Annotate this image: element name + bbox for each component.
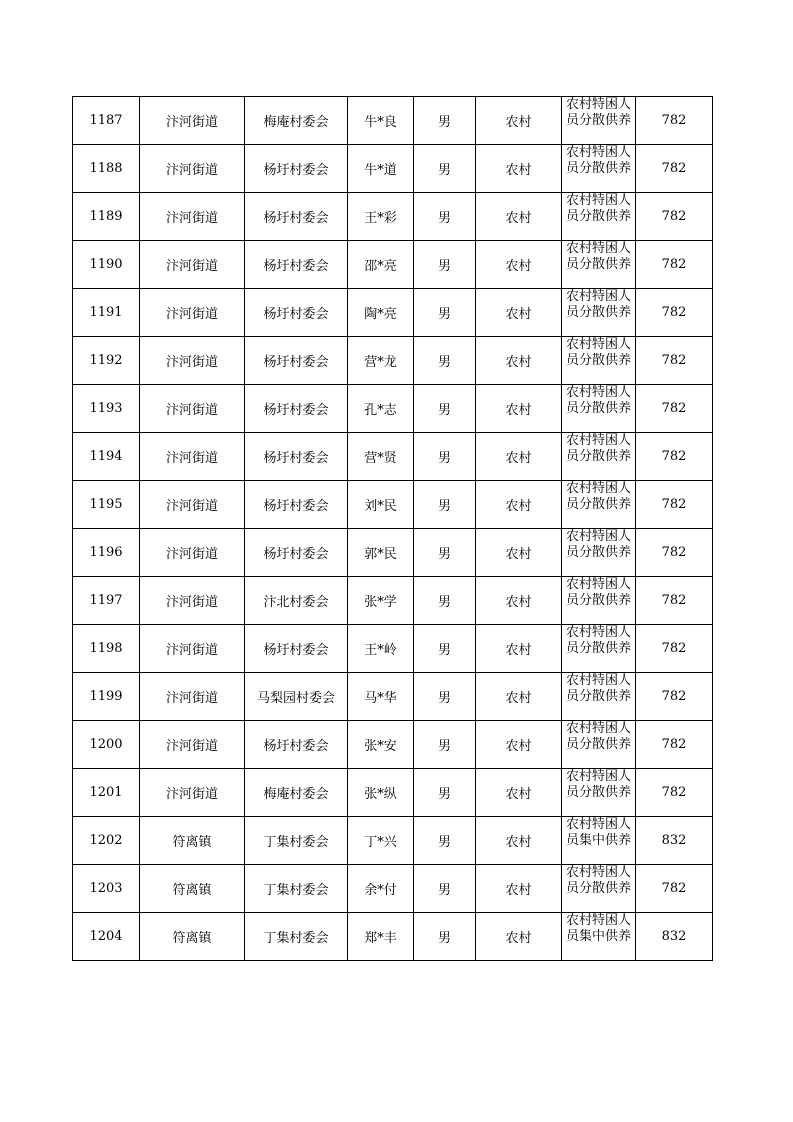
serial-number-cell: 1197: [73, 577, 140, 625]
person-name-cell: 张*安: [348, 721, 414, 769]
table-row: [73, 577, 713, 625]
support-type-text: 农村特困人员分散供养: [565, 529, 631, 560]
serial-number-cell: 1202: [73, 817, 140, 865]
area-type-cell: 农村: [476, 481, 562, 529]
area-type-cell: 农村: [476, 865, 562, 913]
table-row: [73, 145, 713, 193]
street-cell: 汴河街道: [140, 385, 245, 433]
street-cell: 汴河街道: [140, 625, 245, 673]
street-cell: 汴河街道: [140, 97, 245, 145]
amount-cell: 782: [636, 241, 713, 289]
support-type-cell: [562, 193, 636, 241]
person-name-cell: 王*彩: [348, 193, 414, 241]
support-type-cell: [562, 529, 636, 577]
person-name-cell: 营*龙: [348, 337, 414, 385]
village-committee-cell: 马梨园村委会: [245, 673, 348, 721]
area-type-cell: 农村: [476, 577, 562, 625]
sex-cell: 男: [414, 769, 476, 817]
person-name-cell: 郭*民: [348, 529, 414, 577]
support-type-cell: [562, 721, 636, 769]
support-type-text: 农村特困人员分散供养: [565, 385, 631, 416]
serial-number-cell: 1196: [73, 529, 140, 577]
support-type-cell: [562, 337, 636, 385]
amount-cell: 782: [636, 97, 713, 145]
village-committee-cell: 杨圩村委会: [245, 385, 348, 433]
support-type-text: 农村特困人员分散供养: [565, 289, 631, 320]
street-cell: 汴河街道: [140, 481, 245, 529]
serial-number-cell: 1192: [73, 337, 140, 385]
amount-cell: 832: [636, 817, 713, 865]
sex-cell: 男: [414, 913, 476, 961]
amount-cell: 782: [636, 433, 713, 481]
sex-cell: 男: [414, 433, 476, 481]
sex-cell: 男: [414, 625, 476, 673]
village-committee-cell: 梅庵村委会: [245, 769, 348, 817]
sex-cell: 男: [414, 481, 476, 529]
serial-number-cell: 1204: [73, 913, 140, 961]
support-type-cell: [562, 385, 636, 433]
support-type-cell: [562, 913, 636, 961]
serial-number-cell: 1188: [73, 145, 140, 193]
area-type-cell: 农村: [476, 769, 562, 817]
support-type-cell: [562, 673, 636, 721]
village-committee-cell: 丁集村委会: [245, 913, 348, 961]
sex-cell: 男: [414, 193, 476, 241]
person-name-cell: 牛*良: [348, 97, 414, 145]
sex-cell: 男: [414, 673, 476, 721]
amount-cell: 782: [636, 145, 713, 193]
sex-cell: 男: [414, 241, 476, 289]
amount-cell: 782: [636, 529, 713, 577]
village-committee-cell: 杨圩村委会: [245, 529, 348, 577]
amount-cell: 782: [636, 865, 713, 913]
table-row: [73, 241, 713, 289]
person-name-cell: 陶*亮: [348, 289, 414, 337]
amount-cell: 782: [636, 337, 713, 385]
table-row: [73, 673, 713, 721]
street-cell: 符离镇: [140, 913, 245, 961]
street-cell: 汴河街道: [140, 193, 245, 241]
area-type-cell: 农村: [476, 433, 562, 481]
amount-cell: 782: [636, 289, 713, 337]
street-cell: 汴河街道: [140, 769, 245, 817]
area-type-cell: 农村: [476, 529, 562, 577]
street-cell: 汴河街道: [140, 673, 245, 721]
support-type-text: 农村特困人员分散供养: [565, 865, 631, 896]
serial-number-cell: 1195: [73, 481, 140, 529]
serial-number-cell: 1198: [73, 625, 140, 673]
table-row: [73, 289, 713, 337]
serial-number-cell: 1193: [73, 385, 140, 433]
serial-number-cell: 1189: [73, 193, 140, 241]
street-cell: 汴河街道: [140, 145, 245, 193]
street-cell: 汴河街道: [140, 529, 245, 577]
person-name-cell: 牛*道: [348, 145, 414, 193]
support-type-text: 农村特困人员分散供养: [565, 241, 631, 272]
area-type-cell: 农村: [476, 241, 562, 289]
village-committee-cell: 杨圩村委会: [245, 241, 348, 289]
area-type-cell: 农村: [476, 673, 562, 721]
area-type-cell: 农村: [476, 817, 562, 865]
person-name-cell: 刘*民: [348, 481, 414, 529]
street-cell: 符离镇: [140, 865, 245, 913]
street-cell: 汴河街道: [140, 721, 245, 769]
person-name-cell: 郑*丰: [348, 913, 414, 961]
support-type-cell: [562, 145, 636, 193]
table-row: [73, 865, 713, 913]
area-type-cell: 农村: [476, 97, 562, 145]
village-committee-cell: 杨圩村委会: [245, 193, 348, 241]
area-type-cell: 农村: [476, 337, 562, 385]
sex-cell: 男: [414, 289, 476, 337]
support-type-cell: [562, 625, 636, 673]
support-type-cell: [562, 865, 636, 913]
amount-cell: 782: [636, 673, 713, 721]
table-body: [73, 97, 713, 961]
street-cell: 汴河街道: [140, 289, 245, 337]
support-type-cell: [562, 481, 636, 529]
street-cell: 汴河街道: [140, 241, 245, 289]
area-type-cell: 农村: [476, 193, 562, 241]
serial-number-cell: 1203: [73, 865, 140, 913]
village-committee-cell: 梅庵村委会: [245, 97, 348, 145]
person-name-cell: 邵*亮: [348, 241, 414, 289]
amount-cell: 782: [636, 625, 713, 673]
person-name-cell: 张*纵: [348, 769, 414, 817]
street-cell: 符离镇: [140, 817, 245, 865]
serial-number-cell: 1191: [73, 289, 140, 337]
serial-number-cell: 1200: [73, 721, 140, 769]
table-row: [73, 769, 713, 817]
village-committee-cell: 丁集村委会: [245, 865, 348, 913]
serial-number-cell: 1201: [73, 769, 140, 817]
village-committee-cell: 杨圩村委会: [245, 721, 348, 769]
support-type-text: 农村特困人员分散供养: [565, 769, 631, 800]
support-type-cell: [562, 577, 636, 625]
amount-cell: 782: [636, 385, 713, 433]
table-row: [73, 433, 713, 481]
amount-cell: 782: [636, 193, 713, 241]
support-type-cell: [562, 289, 636, 337]
person-name-cell: 孔*志: [348, 385, 414, 433]
sex-cell: 男: [414, 385, 476, 433]
serial-number-cell: 1190: [73, 241, 140, 289]
amount-cell: 832: [636, 913, 713, 961]
person-name-cell: 余*付: [348, 865, 414, 913]
area-type-cell: 农村: [476, 289, 562, 337]
village-committee-cell: 杨圩村委会: [245, 625, 348, 673]
village-committee-cell: 杨圩村委会: [245, 481, 348, 529]
area-type-cell: 农村: [476, 385, 562, 433]
support-type-cell: [562, 97, 636, 145]
street-cell: 汴河街道: [140, 337, 245, 385]
sex-cell: 男: [414, 721, 476, 769]
person-name-cell: 马*华: [348, 673, 414, 721]
serial-number-cell: 1187: [73, 97, 140, 145]
table-row: [73, 529, 713, 577]
person-name-cell: 丁*兴: [348, 817, 414, 865]
sex-cell: 男: [414, 337, 476, 385]
village-committee-cell: 杨圩村委会: [245, 289, 348, 337]
table-row: [73, 721, 713, 769]
amount-cell: 782: [636, 481, 713, 529]
table-row: [73, 337, 713, 385]
support-type-text: 农村特困人员集中供养: [565, 913, 631, 944]
sex-cell: 男: [414, 145, 476, 193]
amount-cell: 782: [636, 721, 713, 769]
person-name-cell: 张*学: [348, 577, 414, 625]
table-row: [73, 97, 713, 145]
support-type-text: 农村特困人员分散供养: [565, 577, 631, 608]
village-committee-cell: 丁集村委会: [245, 817, 348, 865]
support-type-text: 农村特困人员分散供养: [565, 145, 631, 176]
table-row: [73, 481, 713, 529]
support-type-text: 农村特困人员分散供养: [565, 193, 631, 224]
sex-cell: 男: [414, 577, 476, 625]
support-type-text: 农村特困人员分散供养: [565, 97, 631, 128]
amount-cell: 782: [636, 769, 713, 817]
table-row: [73, 817, 713, 865]
support-type-text: 农村特困人员分散供养: [565, 433, 631, 464]
table-row: [73, 385, 713, 433]
area-type-cell: 农村: [476, 721, 562, 769]
table-row: [73, 625, 713, 673]
support-type-text: 农村特困人员分散供养: [565, 337, 631, 368]
village-committee-cell: 汴北村委会: [245, 577, 348, 625]
support-type-cell: [562, 433, 636, 481]
area-type-cell: 农村: [476, 145, 562, 193]
sex-cell: 男: [414, 817, 476, 865]
street-cell: 汴河街道: [140, 433, 245, 481]
village-committee-cell: 杨圩村委会: [245, 337, 348, 385]
support-type-cell: [562, 769, 636, 817]
village-committee-cell: 杨圩村委会: [245, 145, 348, 193]
sex-cell: 男: [414, 865, 476, 913]
person-name-cell: 王*岭: [348, 625, 414, 673]
sex-cell: 男: [414, 529, 476, 577]
street-cell: 汴河街道: [140, 577, 245, 625]
support-type-text: 农村特困人员分散供养: [565, 481, 631, 512]
area-type-cell: 农村: [476, 913, 562, 961]
serial-number-cell: 1199: [73, 673, 140, 721]
recipient-table: [72, 96, 713, 961]
sex-cell: 男: [414, 97, 476, 145]
village-committee-cell: 杨圩村委会: [245, 433, 348, 481]
serial-number-cell: 1194: [73, 433, 140, 481]
person-name-cell: 营*贤: [348, 433, 414, 481]
table-row: [73, 193, 713, 241]
support-type-cell: [562, 817, 636, 865]
amount-cell: 782: [636, 577, 713, 625]
support-type-text: 农村特困人员分散供养: [565, 625, 631, 656]
support-type-text: 农村特困人员集中供养: [565, 817, 631, 848]
area-type-cell: 农村: [476, 625, 562, 673]
support-type-cell: [562, 241, 636, 289]
support-type-text: 农村特困人员分散供养: [565, 721, 631, 752]
table-row: [73, 913, 713, 961]
support-type-text: 农村特困人员分散供养: [565, 673, 631, 704]
